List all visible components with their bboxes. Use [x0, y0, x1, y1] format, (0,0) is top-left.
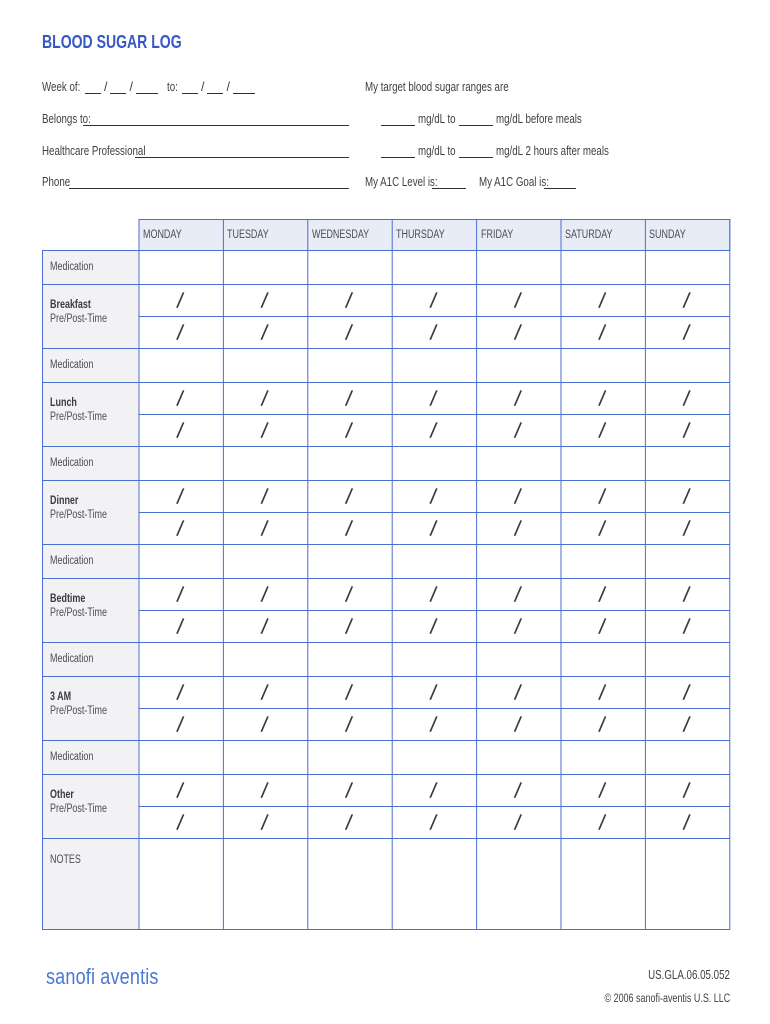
phone-field[interactable]	[69, 176, 349, 189]
a1c-level-label: My A1C Level is:	[365, 175, 438, 189]
after-meals-low-field[interactable]	[381, 145, 415, 158]
day-header-label: WEDNESDAY	[311, 228, 369, 241]
pre-post-slash[interactable]: /	[428, 613, 439, 640]
pre-post-slash[interactable]: /	[175, 483, 185, 510]
pre-post-slash[interactable]: /	[344, 515, 354, 542]
week-from-day-field[interactable]	[110, 81, 126, 94]
pre-post-slash[interactable]: /	[597, 515, 607, 542]
pre-post-time-label: Pre/Post-Time	[50, 509, 107, 521]
before-meals-label: mg/dL before meals	[496, 112, 582, 126]
pre-post-slash[interactable]: /	[681, 515, 692, 542]
pre-post-slash[interactable]: /	[428, 711, 439, 738]
pre-post-time-label: Pre/Post-Time	[50, 705, 107, 717]
day-header-saturday	[561, 219, 645, 250]
pre-post-slash[interactable]: /	[681, 711, 692, 738]
pre-post-slash[interactable]: /	[344, 287, 354, 314]
pre-post-slash[interactable]: /	[513, 515, 523, 542]
day-header-label: THURSDAY	[396, 228, 445, 241]
pre-post-slash[interactable]: /	[513, 417, 523, 444]
pre-post-slash[interactable]: /	[175, 417, 185, 444]
pre-post-slash[interactable]: /	[428, 581, 439, 608]
before-meals-low-field[interactable]	[381, 113, 415, 126]
pre-post-slash[interactable]: /	[681, 679, 692, 706]
day-header-label: SUNDAY	[649, 228, 687, 241]
week-from-month-field[interactable]	[85, 81, 101, 94]
pre-post-time-label: Pre/Post-Time	[50, 803, 107, 815]
meal-label-lunch	[50, 397, 123, 423]
pre-post-slash[interactable]: /	[259, 679, 270, 706]
pre-post-slash[interactable]: /	[681, 417, 692, 444]
pre-post-slash[interactable]: /	[513, 613, 523, 640]
pre-post-slash[interactable]: /	[344, 809, 354, 836]
day-header-label: MONDAY	[143, 228, 182, 241]
week-to-day-field[interactable]	[207, 81, 223, 94]
pre-post-slash[interactable]: /	[259, 287, 270, 314]
pre-post-slash[interactable]: /	[175, 613, 185, 640]
before-meals-high-field[interactable]	[459, 113, 493, 126]
medication-label-text: Medication	[50, 457, 94, 469]
pre-post-slash[interactable]: /	[428, 483, 439, 510]
medication-label	[50, 555, 106, 567]
pre-post-slash[interactable]: /	[259, 809, 270, 836]
notes-label	[50, 854, 90, 866]
target-ranges-line	[365, 80, 549, 94]
medication-label	[50, 359, 106, 371]
pre-post-slash[interactable]: /	[513, 679, 523, 706]
day-header-label: FRIDAY	[480, 228, 513, 241]
medication-label	[50, 653, 106, 665]
medication-label	[50, 751, 106, 763]
belongs-to-field[interactable]	[83, 113, 349, 126]
pre-post-slash[interactable]: /	[175, 515, 185, 542]
meal-label-3-am	[50, 691, 123, 717]
meal-name: Lunch	[50, 397, 77, 409]
meal-label-dinner	[50, 495, 123, 521]
pre-post-slash[interactable]: /	[513, 777, 523, 804]
belongs-to-label: Belongs to:	[42, 112, 91, 126]
healthcare-professional-field[interactable]	[135, 145, 349, 158]
a1c-goal-label: My A1C Goal is:	[479, 175, 549, 189]
medication-label-text: Medication	[50, 653, 94, 665]
belongs-to-line	[42, 112, 349, 126]
pre-post-slash[interactable]: /	[597, 809, 607, 836]
pre-post-slash[interactable]: /	[259, 581, 270, 608]
pre-post-slash[interactable]: /	[259, 777, 270, 804]
week-to-year-field[interactable]	[233, 81, 255, 94]
pre-post-slash[interactable]: /	[259, 385, 270, 412]
pre-post-slash[interactable]: /	[175, 679, 185, 706]
pre-post-slash[interactable]: /	[597, 777, 607, 804]
pre-post-slash[interactable]: /	[513, 385, 523, 412]
pre-post-slash[interactable]: /	[597, 483, 607, 510]
pre-post-slash[interactable]: /	[681, 319, 692, 346]
after-meals-label: mg/dL 2 hours after meals	[496, 144, 609, 158]
healthcare-professional-line	[42, 144, 349, 158]
label-column-bg	[43, 250, 140, 930]
pre-post-slash[interactable]: /	[344, 385, 354, 412]
week-to-label: to:	[166, 80, 178, 94]
pre-post-slash[interactable]: /	[259, 711, 270, 738]
week-to-month-field[interactable]	[182, 81, 198, 94]
pre-post-slash[interactable]: /	[597, 581, 607, 608]
pre-post-slash[interactable]: /	[175, 711, 185, 738]
healthcare-professional-label: Healthcare Professional	[42, 144, 146, 158]
pre-post-slash[interactable]: /	[428, 515, 439, 542]
target-ranges-label: My target blood sugar ranges are	[365, 80, 509, 94]
medication-label-text: Medication	[50, 751, 94, 763]
notes-label-text: NOTES	[50, 854, 81, 866]
day-header-tuesday	[223, 219, 307, 250]
log-table-grid	[42, 219, 732, 931]
before-meals-line	[381, 112, 606, 126]
pre-post-slash[interactable]: /	[428, 679, 439, 706]
pre-post-slash[interactable]: /	[597, 679, 607, 706]
pre-post-slash[interactable]: /	[428, 385, 439, 412]
pre-post-slash[interactable]: /	[344, 777, 354, 804]
meal-name: Dinner	[50, 495, 79, 507]
a1c-line	[365, 175, 576, 189]
week-of-label: Week of:	[42, 80, 81, 94]
day-header-sunday	[645, 219, 729, 250]
medication-label	[50, 261, 106, 273]
pre-post-slash[interactable]: /	[175, 385, 185, 412]
pre-post-slash[interactable]: /	[597, 287, 607, 314]
after-meals-high-field[interactable]	[459, 145, 493, 158]
day-header-wednesday	[308, 219, 392, 250]
pre-post-slash[interactable]: /	[681, 385, 692, 412]
pre-post-slash[interactable]: /	[513, 581, 523, 608]
pre-post-slash[interactable]: /	[513, 287, 523, 314]
pre-post-slash[interactable]: /	[344, 679, 354, 706]
pre-post-slash[interactable]: /	[259, 483, 270, 510]
phone-line	[42, 175, 349, 189]
meal-name: Bedtime	[50, 593, 86, 605]
pre-post-slash[interactable]: /	[259, 417, 270, 444]
day-header-label: SATURDAY	[565, 228, 613, 241]
before-meals-to-label: mg/dL to	[418, 112, 456, 126]
pre-post-slash[interactable]: /	[344, 711, 354, 738]
pre-post-slash[interactable]: /	[597, 613, 607, 640]
copyright	[569, 993, 730, 1005]
pre-post-slash[interactable]: /	[681, 809, 692, 836]
medication-label-text: Medication	[50, 359, 94, 371]
pre-post-slash[interactable]: /	[513, 711, 523, 738]
pre-post-slash[interactable]: /	[597, 319, 607, 346]
pre-post-time-label: Pre/Post-Time	[50, 313, 107, 325]
phone-label: Phone	[42, 175, 71, 189]
document-code	[625, 968, 730, 982]
pre-post-slash[interactable]: /	[428, 809, 439, 836]
pre-post-slash[interactable]: /	[344, 417, 354, 444]
pre-post-slash[interactable]: /	[428, 777, 439, 804]
meal-name: Other	[50, 789, 74, 801]
day-header-label: TUESDAY	[227, 228, 270, 241]
pre-post-slash[interactable]: /	[175, 287, 185, 314]
pre-post-slash[interactable]: /	[513, 483, 523, 510]
pre-post-slash[interactable]: /	[428, 417, 439, 444]
copyright-text: © 2006 sanofi-aventis U.S. LLC	[604, 993, 730, 1005]
pre-post-slash[interactable]: /	[344, 319, 354, 346]
pre-post-slash[interactable]: /	[175, 809, 185, 836]
day-header-thursday	[392, 219, 476, 250]
pre-post-slash[interactable]: /	[681, 287, 692, 314]
day-header-friday	[477, 219, 561, 250]
after-meals-to-label: mg/dL to	[418, 144, 456, 158]
meal-label-bedtime	[50, 593, 123, 619]
pre-post-slash[interactable]: /	[681, 581, 692, 608]
sanofi-aventis-logo: sanofi aventis	[46, 964, 159, 989]
pre-post-slash[interactable]: /	[597, 417, 607, 444]
meal-label-breakfast	[50, 299, 123, 325]
meal-label-other	[50, 789, 123, 815]
medication-label-text: Medication	[50, 555, 94, 567]
pre-post-slash[interactable]: /	[428, 287, 439, 314]
pre-post-slash[interactable]: /	[597, 711, 607, 738]
pre-post-slash[interactable]: /	[344, 613, 354, 640]
after-meals-line	[381, 144, 641, 158]
pre-post-slash[interactable]: /	[681, 483, 692, 510]
pre-post-slash[interactable]: /	[513, 809, 523, 836]
document-code-text: US.GLA.06.05.052	[648, 968, 730, 982]
page-title: BLOOD SUGAR LOG	[42, 32, 182, 52]
week-of-line: Week of: / / to: / /	[42, 80, 255, 94]
pre-post-slash[interactable]: /	[428, 319, 439, 346]
medication-label-text: Medication	[50, 261, 94, 273]
pre-post-slash[interactable]: /	[175, 319, 185, 346]
pre-post-slash[interactable]: /	[681, 777, 692, 804]
pre-post-slash[interactable]: /	[259, 319, 270, 346]
meal-name: Breakfast	[50, 299, 91, 311]
week-from-year-field[interactable]	[136, 81, 158, 94]
pre-post-time-label: Pre/Post-Time	[50, 411, 107, 423]
meal-name: 3 AM	[50, 691, 72, 703]
pre-post-slash[interactable]: /	[175, 777, 185, 804]
pre-post-slash[interactable]: /	[259, 515, 270, 542]
pre-post-slash[interactable]: /	[597, 385, 607, 412]
pre-post-time-label: Pre/Post-Time	[50, 607, 107, 619]
pre-post-slash[interactable]: /	[513, 319, 523, 346]
medication-label	[50, 457, 106, 469]
pre-post-slash[interactable]: /	[344, 483, 354, 510]
pre-post-slash[interactable]: /	[175, 581, 185, 608]
pre-post-slash[interactable]: /	[344, 581, 354, 608]
pre-post-slash[interactable]: /	[259, 613, 270, 640]
pre-post-slash[interactable]: /	[681, 613, 692, 640]
day-header-monday	[139, 219, 223, 250]
